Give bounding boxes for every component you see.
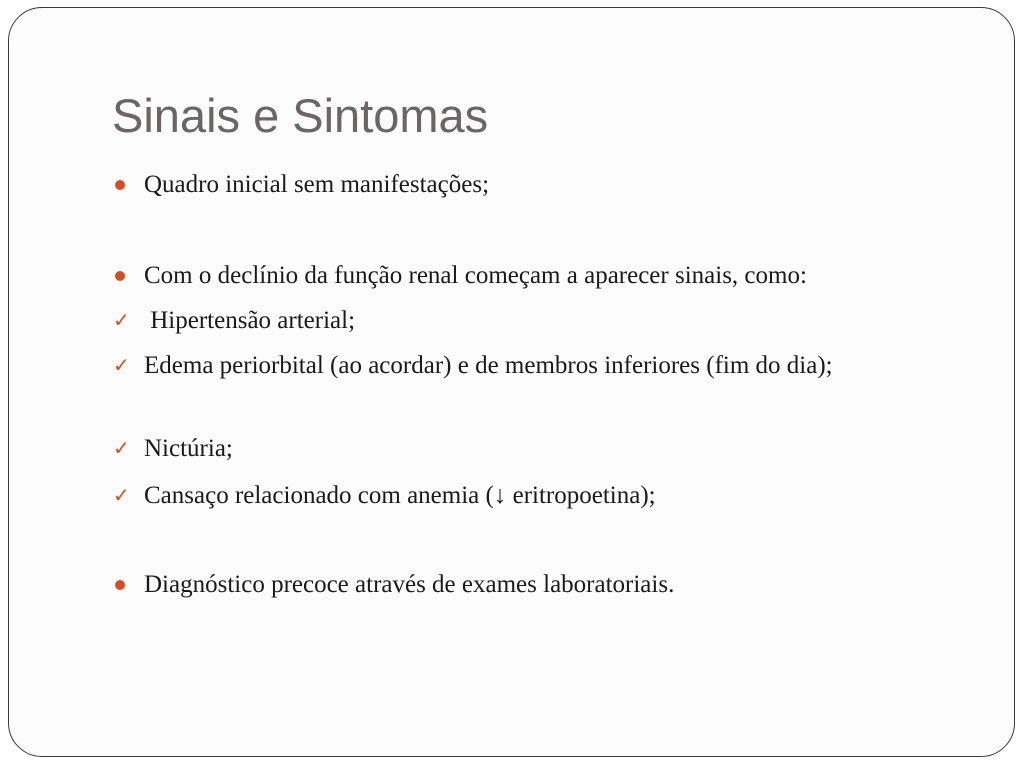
list-item-text: Diagnóstico precoce através de exames laboratoriais. (144, 571, 675, 598)
bullet-dot-icon (115, 180, 125, 190)
list-item-text: Cansaço relacionado com anemia (↓ eritropoetina); (144, 482, 656, 509)
list-item-text: Hipertensão arterial; (144, 307, 356, 334)
checkmark-icon: ✓ (113, 353, 130, 377)
checkmark-icon: ✓ (113, 436, 130, 460)
slide-title: Sinais e Sintomas (112, 89, 489, 142)
list-item-text: Quadro inicial sem manifestações; (144, 171, 490, 198)
checkmark-icon: ✓ (113, 483, 130, 507)
list-item-text: Edema periorbital (ao acordar) e de membros inferiores (fim do dia); (144, 352, 833, 379)
list-item-text: Com o declínio da função renal começam a aparecer sinais, como: (144, 262, 807, 289)
bullet-dot-icon (115, 271, 125, 281)
checkmark-icon: ✓ (113, 308, 130, 332)
bullet-dot-icon (115, 580, 125, 590)
list-item-text: Nictúria; (144, 435, 233, 462)
